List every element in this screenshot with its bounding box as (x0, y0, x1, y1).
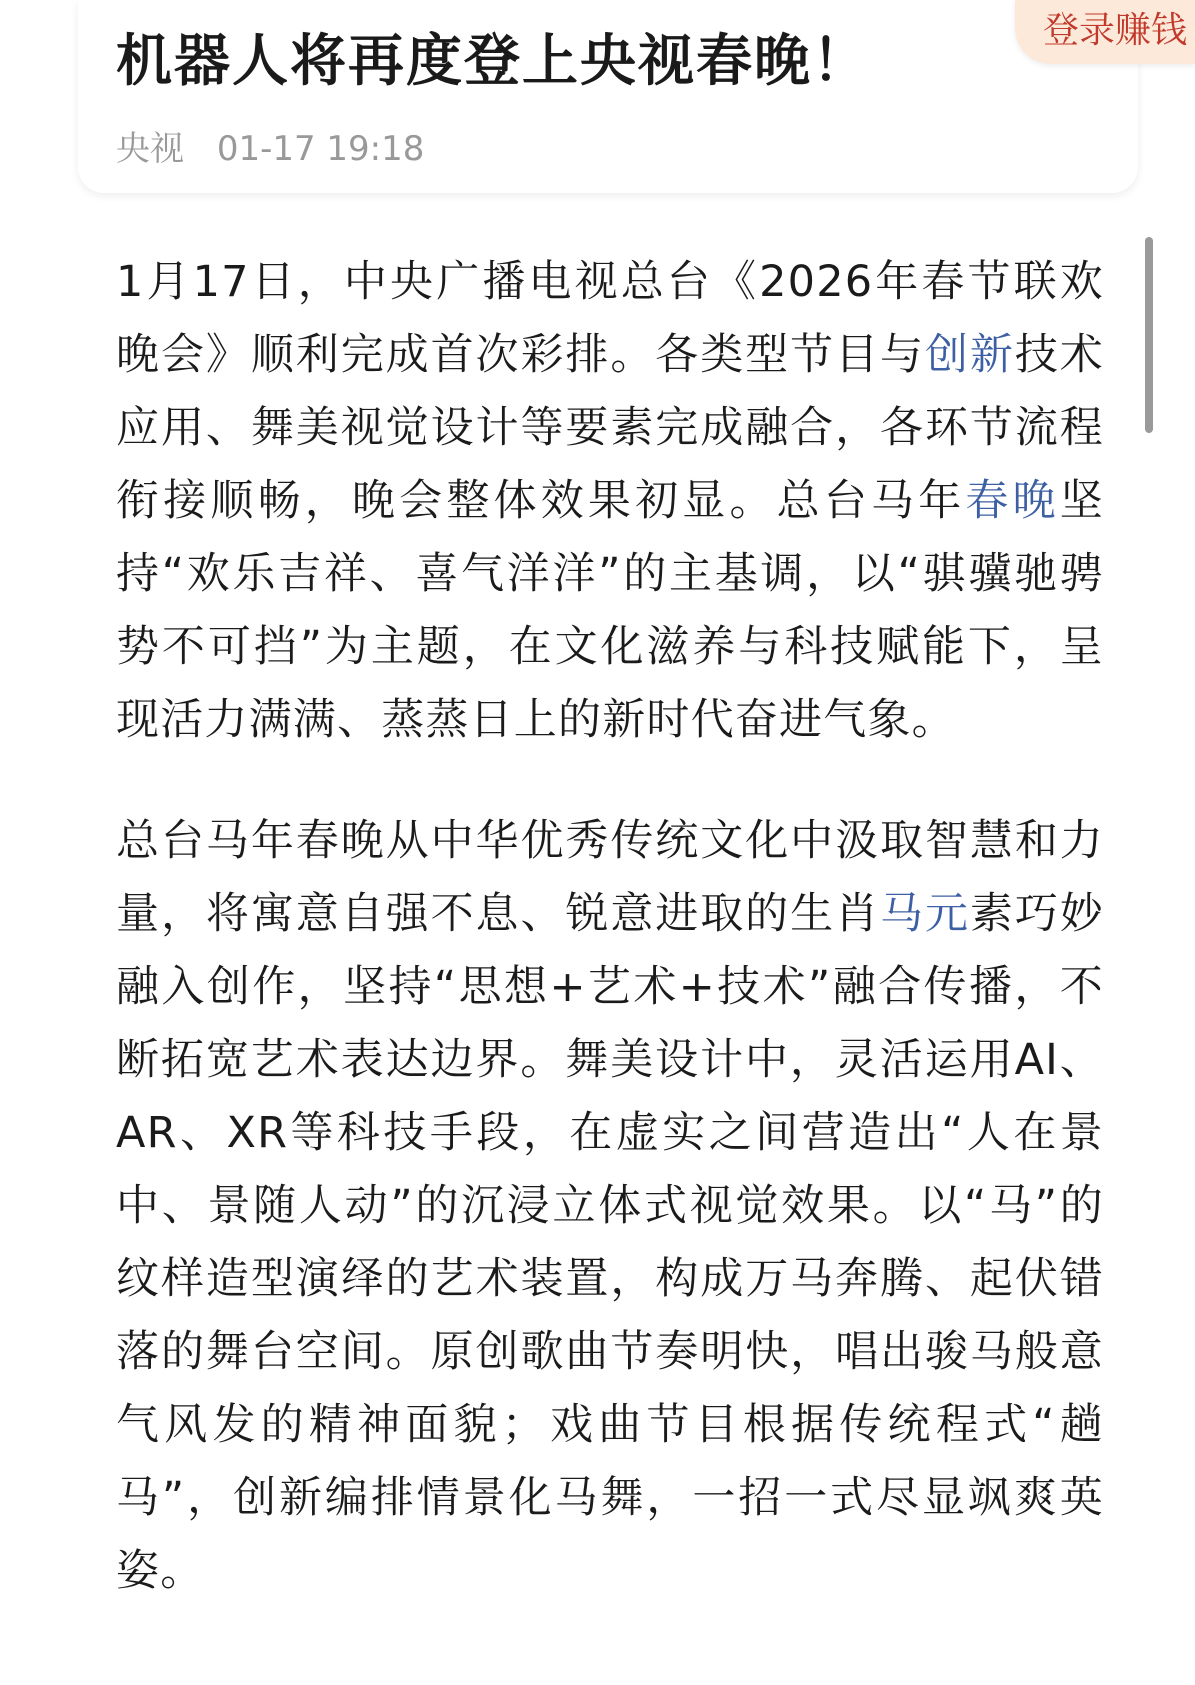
keyword-link-mayuan[interactable]: 马元 (880, 889, 970, 939)
text-segment: 素巧妙融入创作，坚持“思想+艺术+技术”融合传播，不断拓宽艺术表达边界。舞美设计中，灵活运用AI、AR、XR等科技手段，在虚实之间营造出“人在景中、景随人动”的沉浸立体式视觉效果。以“马”的纹样造型演绎的艺术装置，构成万马奔腾、起伏错落的舞台空间。原创歌曲节奏明快，唱出骏马般意气风发的精神面貌；戏曲节目根据传统程式“趟马”，创新编排情景化马舞，一招一式尽显飒爽英姿。 (116, 889, 1104, 1596)
text-segment: 1月17日，中央广播电视总台《2026年春节联欢晚会》顺利完成首次彩排。各类型节目与 (116, 257, 1104, 380)
keyword-link-chunwan[interactable]: 春晚 (965, 476, 1060, 526)
text-segment: 总台马年春晚从中华优秀传统文化中汲取智慧和力量，将寓意自强不息、锐意进取的生肖 (116, 816, 1104, 939)
scrollbar-thumb[interactable] (1145, 237, 1153, 433)
source-name[interactable]: 央视 (116, 129, 184, 169)
paragraph-1 (116, 246, 1104, 757)
text-segment: 坚持“欢乐吉祥、喜气洋洋”的主基调，以“骐骥驰骋 势不可挡”为主题，在文化滋养与科技赋能下，呈现活力满满、蒸蒸日上的新时代奋进气象。 (116, 476, 1104, 745)
publish-time: 01-17 19:18 (216, 129, 425, 169)
text-segment: 技术应用、舞美视觉设计等要素完成融合，各环节流程衔接顺畅，晚会整体效果初显。总台马年 (116, 330, 1104, 526)
article-meta (116, 126, 424, 172)
paragraph-2 (116, 805, 1104, 1608)
login-earn-button[interactable]: 登录赚钱 (1015, 0, 1195, 64)
article-body (116, 246, 1104, 1608)
keyword-link-chuangxin[interactable]: 创新 (924, 330, 1015, 380)
article-title: 机器人将再度登上央视春晚！ (116, 29, 870, 94)
